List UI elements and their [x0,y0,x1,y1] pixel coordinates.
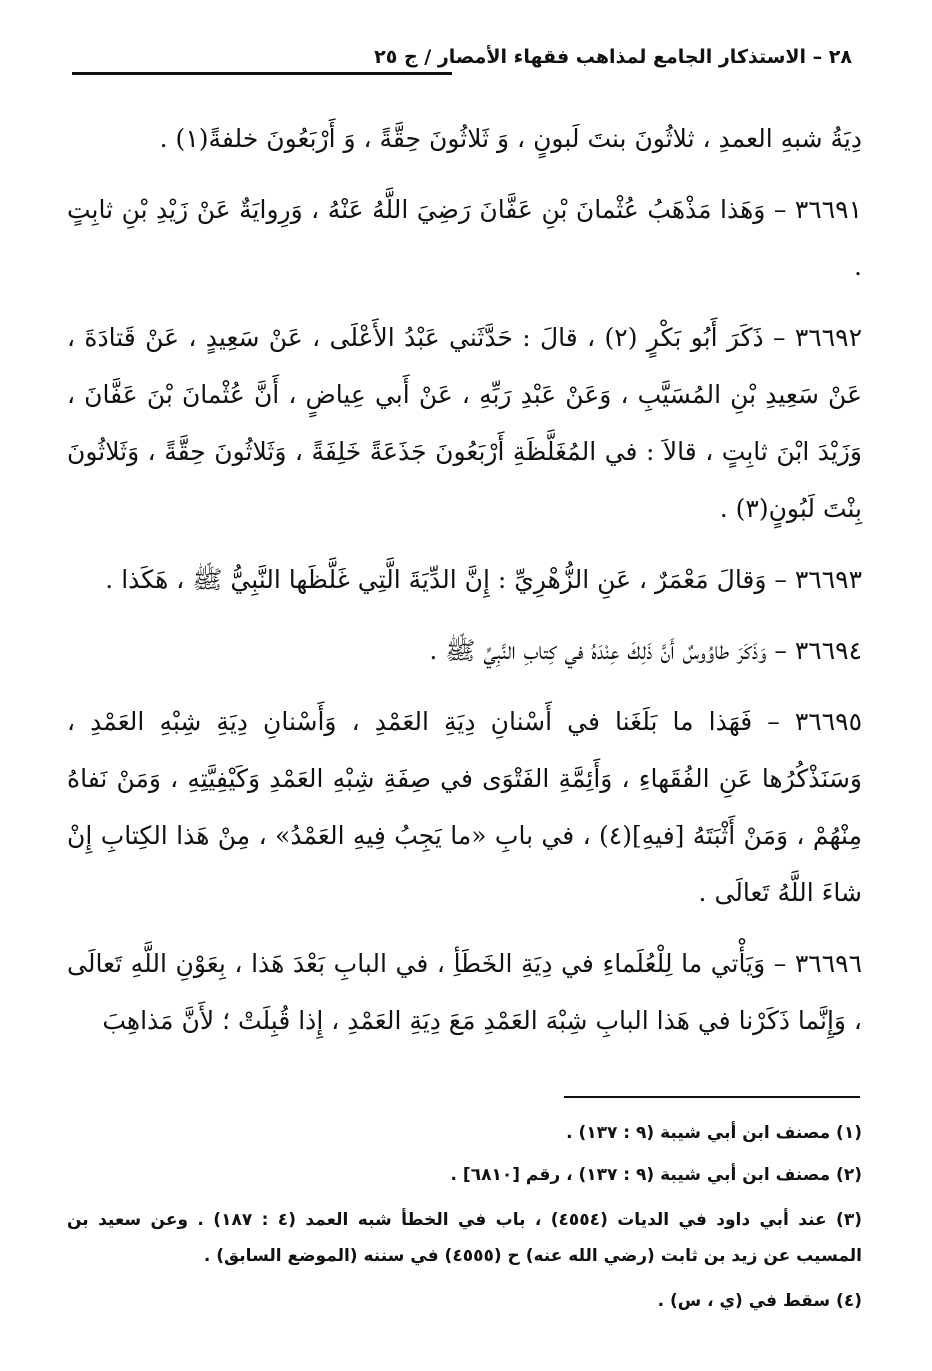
paragraph-continuation: دِيَةُ شبهِ العمدِ ، ثلاثُونَ بنتَ لَبونٍ ، وَ ثَلاثُونَ حِقَّةً ، وَ أَرْبَعُونَ خلفةً(١) . [159,124,862,153]
running-header-title: ٢٨ – الاستذكار الجامع لمذاهب فقهاء الأمصار / ج ٢٥ [374,46,852,68]
footnote-1: (١) مصنف ابن أبي شيبة (٩ : ١٣٧) . [566,1123,862,1143]
footnote-separator [564,1096,860,1098]
paragraph-36692: ٣٦٦٩٢ – ذَكَرَ أَبُو بَكْرٍ (٢) ، قالَ : حَدَّثَني عَبْدُ الأَعْلَى ، عَنْ سَعِيدٍ ، عَنْ قَتادَةَ ، عَنْ سَعِيدِ بْنِ المُسَيَّبِ ، وَعَنْ عَبْدِ رَبِّهِ ، عَنْ أَبي عِياضٍ ، أَنَّ عُثْمانَ بْنَ عَفَّانَ ، وَزَيْدَ ابْنَ ثابِتٍ ، قالاَ : في المُغَلَّظَةِ أَرْبَعُونَ جَذَعَةً خَلِفَةً ، وَثَلاثُونَ حِقَّةً ، وَثَلاثُونَ بِنْتَ لَبُونٍ(٣) . [67,323,863,523]
footnote-2: (٢) مصنف ابن أبي شيبة (٩ : ١٣٧) ، رقم [٦٨١٠] . [450,1165,862,1185]
footnote-3: (٣) عند أبي داود في الديات (٤٥٥٤) ، باب في الخطأ شبه العمد (٤ : ١٨٧) . وعن سعيد بن المسيب عن زيد بن ثابت (رضي الله عنه) ح (٤٥٥٥) في سننه (الموضع السابق) . [67,1210,862,1266]
paragraph-36694: ٣٦٦٩٤ – وَذَكَرَ طاوُوسٌ أَنَّ ذَلِكَ عِنْدَهُ في كِتابِ النَّبِيِّ ﷺ . [429,636,862,665]
paragraph-36691: ٣٦٦٩١ – وَهَذا مَذْهَبُ عُثْمانَ بْنِ عَفَّانَ رَضِيَ اللَّهُ عَنْهُ ، وَرِوايَةٌ عَنْ زَيْدِ بْنِ ثابِتٍ . [67,195,862,281]
page-header [72,42,852,78]
header-rule [72,72,452,75]
paragraph-36695: ٣٦٦٩٥ – فَهَذا ما بَلَغَنا في أَسْنانِ دِيَةِ العَمْدِ ، وَأَسْنانِ دِيَةِ شِبْهِ العَمْدِ ، وَسَنَذْكُرُها عَنِ الفُقَهاءِ ، وَأَئِمَّةِ الفَتْوَى في صِفَةِ شِبْهِ العَمْدِ وَكَيْفِيَّتِهِ ، وَمَنْ نَفاهُ مِنْهُمْ ، وَمَنْ أَثْبَتَهُ [فيهِ](٤) ، في بابِ «ما يَجِبُ فِيهِ العَمْدُ» ، مِنْ هَذا الكِتابِ إِنْ شاءَ اللَّهُ تَعالَى . [67,707,862,907]
paragraph-36693: ٣٦٦٩٣ – وَقالَ مَعْمَرٌ ، عَنِ الزُّهْرِيِّ : إِنَّ الدِّيَةَ الَّتِي غَلَّظَها النَّبِيُّ ﷺ ، هَكَذا . [105,565,862,594]
main-text [67,110,862,1063]
paragraph-36696: ٣٦٦٩٦ – وَيَأْتي ما لِلْعُلَماءِ في دِيَةِ الخَطَأِ ، في البابِ بَعْدَ هَذا ، بِعَوْنِ اللَّهِ تَعالَى ، وَإِنَّما ذَكَرْنا في هَذا البابِ شِبْهَ العَمْدِ مَعَ دِيَةِ العَمْدِ ، إِذا قُبِلَتْ ؛ لأَنَّ مَذاهِبَ [67,949,862,1035]
footnote-4: (٤) سقط في (ي ، س) . [657,1291,862,1311]
footnotes [67,1118,862,1328]
